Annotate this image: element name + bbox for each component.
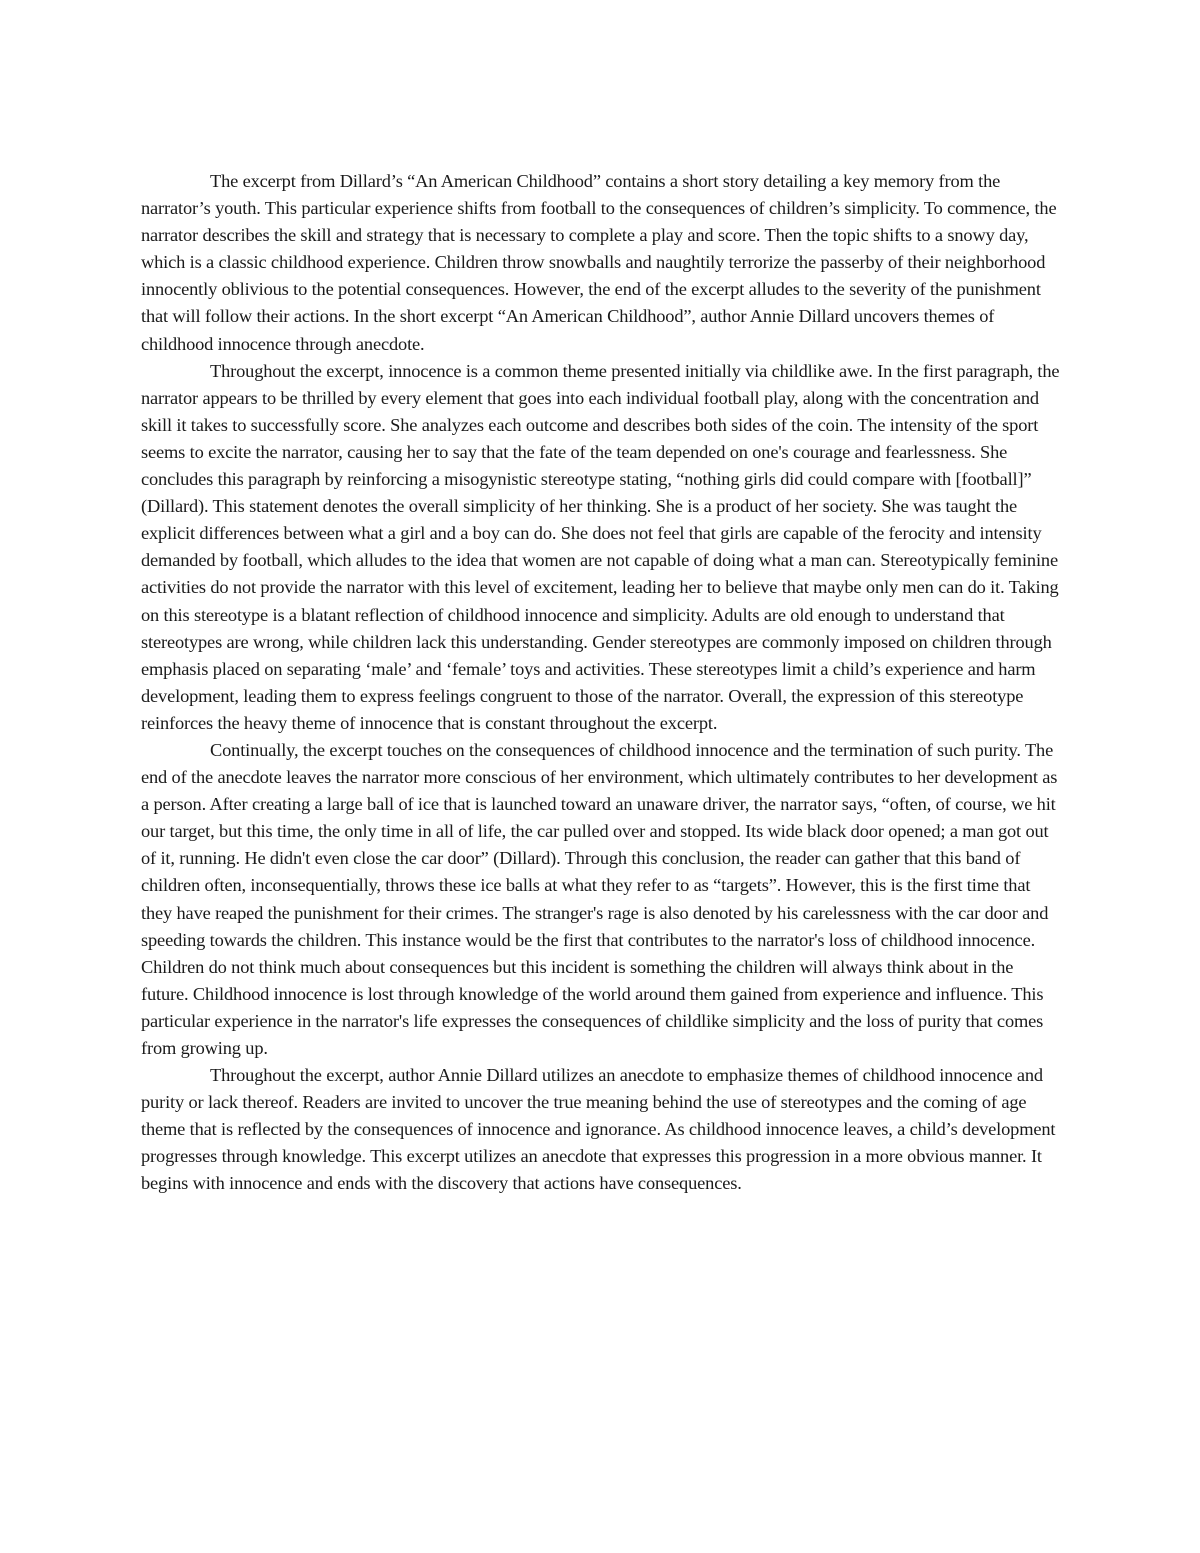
paragraph-introduction: The excerpt from Dillard’s “An American Childhood” contains a short story detailing a key memory from the narrator’s youth. This particular experience shifts from football to the consequences of children’s simplicity. To commence, the narrator describes the skill and strategy that is necessary to complete a play and score. Then the topic shifts to a snowy day, which is a classic childhood experience. Children throw snowballs and naughtily terrorize the passerby of their neighborhood innocently oblivious to the potential consequences. However, the end of the excerpt alludes to the severity of the punishment that will follow their actions. In the short excerpt “An American Childhood”, author Annie Dillard uncovers themes of childhood innocence through anecdote. bbox=[141, 171, 1057, 354]
essay-body bbox=[141, 168, 1063, 1198]
paragraph-consequences: Continually, the excerpt touches on the consequences of childhood innocence and the termination of such purity. The end of the anecdote leaves the narrator more conscious of her environment, which ultimately contributes to her development as a person. After creating a large ball of ice that is launched toward an unaware driver, the narrator says, “often, of course, we hit our target, but this time, the only time in all of life, the car pulled over and stopped. Its wide black door opened; a man got out of it, running. He didn't even close the car door” (Dillard). Through this conclusion, the reader can gather that this band of children often, inconsequentially, throws these ice balls at what they refer to as “targets”. However, this is the first time that they have reaped the punishment for their crimes. The stranger's rage is also denoted by his carelessness with the car door and speeding towards the children. This instance would be the first that contributes to the narrator's loss of childhood innocence. Children do not think much about consequences but this incident is something the children will always think about in the future. Childhood innocence is lost through knowledge of the world around them gained from experience and influence. This particular experience in the narrator's life expresses the consequences of childlike simplicity and the loss of purity that comes from growing up. bbox=[141, 739, 1058, 1058]
paragraph-conclusion: Throughout the excerpt, author Annie Dillard utilizes an anecdote to emphasize themes of childhood innocence and purity or lack thereof. Readers are invited to uncover the true meaning behind the use of stereotypes and the coming of age theme that is reflected by the consequences of innocence and ignorance. As childhood innocence leaves, a child’s development progresses through knowledge. This excerpt utilizes an anecdote that expresses this progression in a more obvious manner. It begins with innocence and ends with the discovery that actions have consequences. bbox=[141, 1065, 1056, 1194]
paragraph-innocence-theme: Throughout the excerpt, innocence is a common theme presented initially via childlike awe. In the first paragraph, the narrator appears to be thrilled by every element that goes into each individual football play, along with the concentration and skill it takes to successfully score. She analyzes each outcome and describes both sides of the coin. The intensity of the sport seems to excite the narrator, causing her to say that the fate of the team depended on one's courage and fearlessness. She concludes this paragraph by reinforcing a misogynistic stereotype stating, “nothing girls did could compare with [football]” (Dillard). This statement denotes the overall simplicity of her thinking. She is a product of her society. She was taught the explicit differences between what a girl and a boy can do. She does not feel that girls are capable of the ferocity and intensity demanded by football, which alludes to the idea that women are not capable of doing what a man can. Stereotypically feminine activities do not provide the narrator with this level of excitement, leading her to believe that maybe only men can do it. Taking on this stereotype is a blatant reflection of childhood innocence and simplicity. Adults are old enough to understand that stereotypes are wrong, while children lack this understanding. Gender stereotypes are commonly imposed on children through emphasis placed on separating ‘male’ and ‘female’ toys and activities. These stereotypes limit a child’s experience and harm development, leading them to express feelings congruent to those of the narrator. Overall, the expression of this stereotype reinforces the heavy theme of innocence that is constant throughout the excerpt. bbox=[141, 360, 1060, 733]
